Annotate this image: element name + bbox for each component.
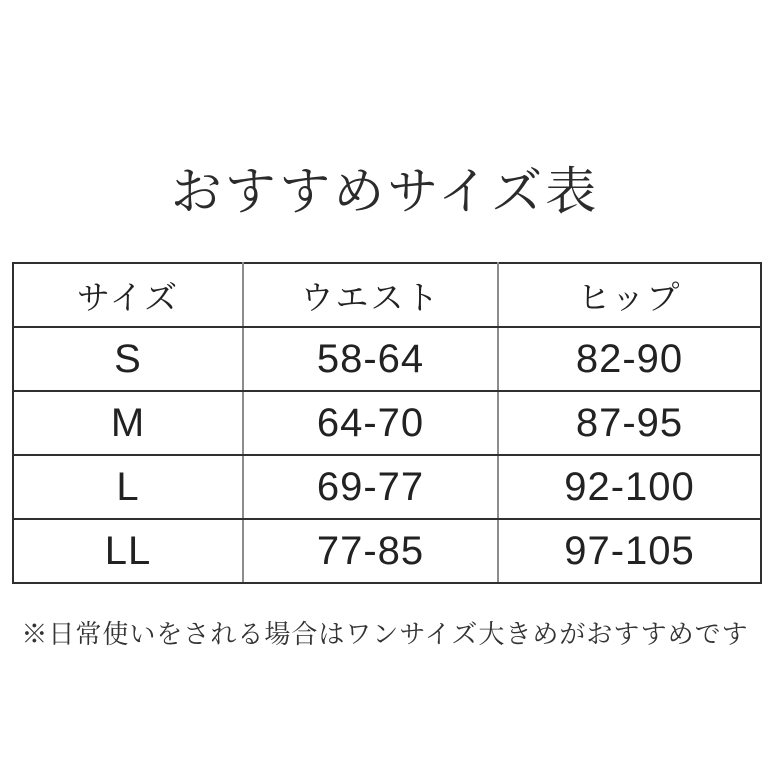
cell-hip-l: 92-100 bbox=[498, 455, 761, 519]
size-table bbox=[12, 262, 762, 584]
cell-hip-ll: 97-105 bbox=[498, 519, 761, 583]
table-row bbox=[13, 455, 761, 519]
cell-waist-s: 58-64 bbox=[243, 327, 498, 391]
cell-size-l: L bbox=[13, 455, 243, 519]
page-title: おすすめサイズ表 bbox=[170, 163, 600, 220]
cell-waist-ll: 77-85 bbox=[243, 519, 498, 583]
size-note: ※日常使いをされる場合はワンサイズ大きめがおすすめです bbox=[21, 619, 749, 649]
cell-size-ll: LL bbox=[13, 519, 243, 583]
cell-waist-l: 69-77 bbox=[243, 455, 498, 519]
table-header-row bbox=[13, 263, 761, 327]
cell-hip-s: 82-90 bbox=[498, 327, 761, 391]
column-header-hip: ヒップ bbox=[498, 263, 761, 327]
column-header-waist: ウエスト bbox=[243, 263, 498, 327]
cell-waist-m: 64-70 bbox=[243, 391, 498, 455]
column-header-size: サイズ bbox=[13, 263, 243, 327]
table-row bbox=[13, 519, 761, 583]
cell-size-m: M bbox=[13, 391, 243, 455]
cell-hip-m: 87-95 bbox=[498, 391, 761, 455]
cell-size-s: S bbox=[13, 327, 243, 391]
table-row bbox=[13, 391, 761, 455]
table-row bbox=[13, 327, 761, 391]
